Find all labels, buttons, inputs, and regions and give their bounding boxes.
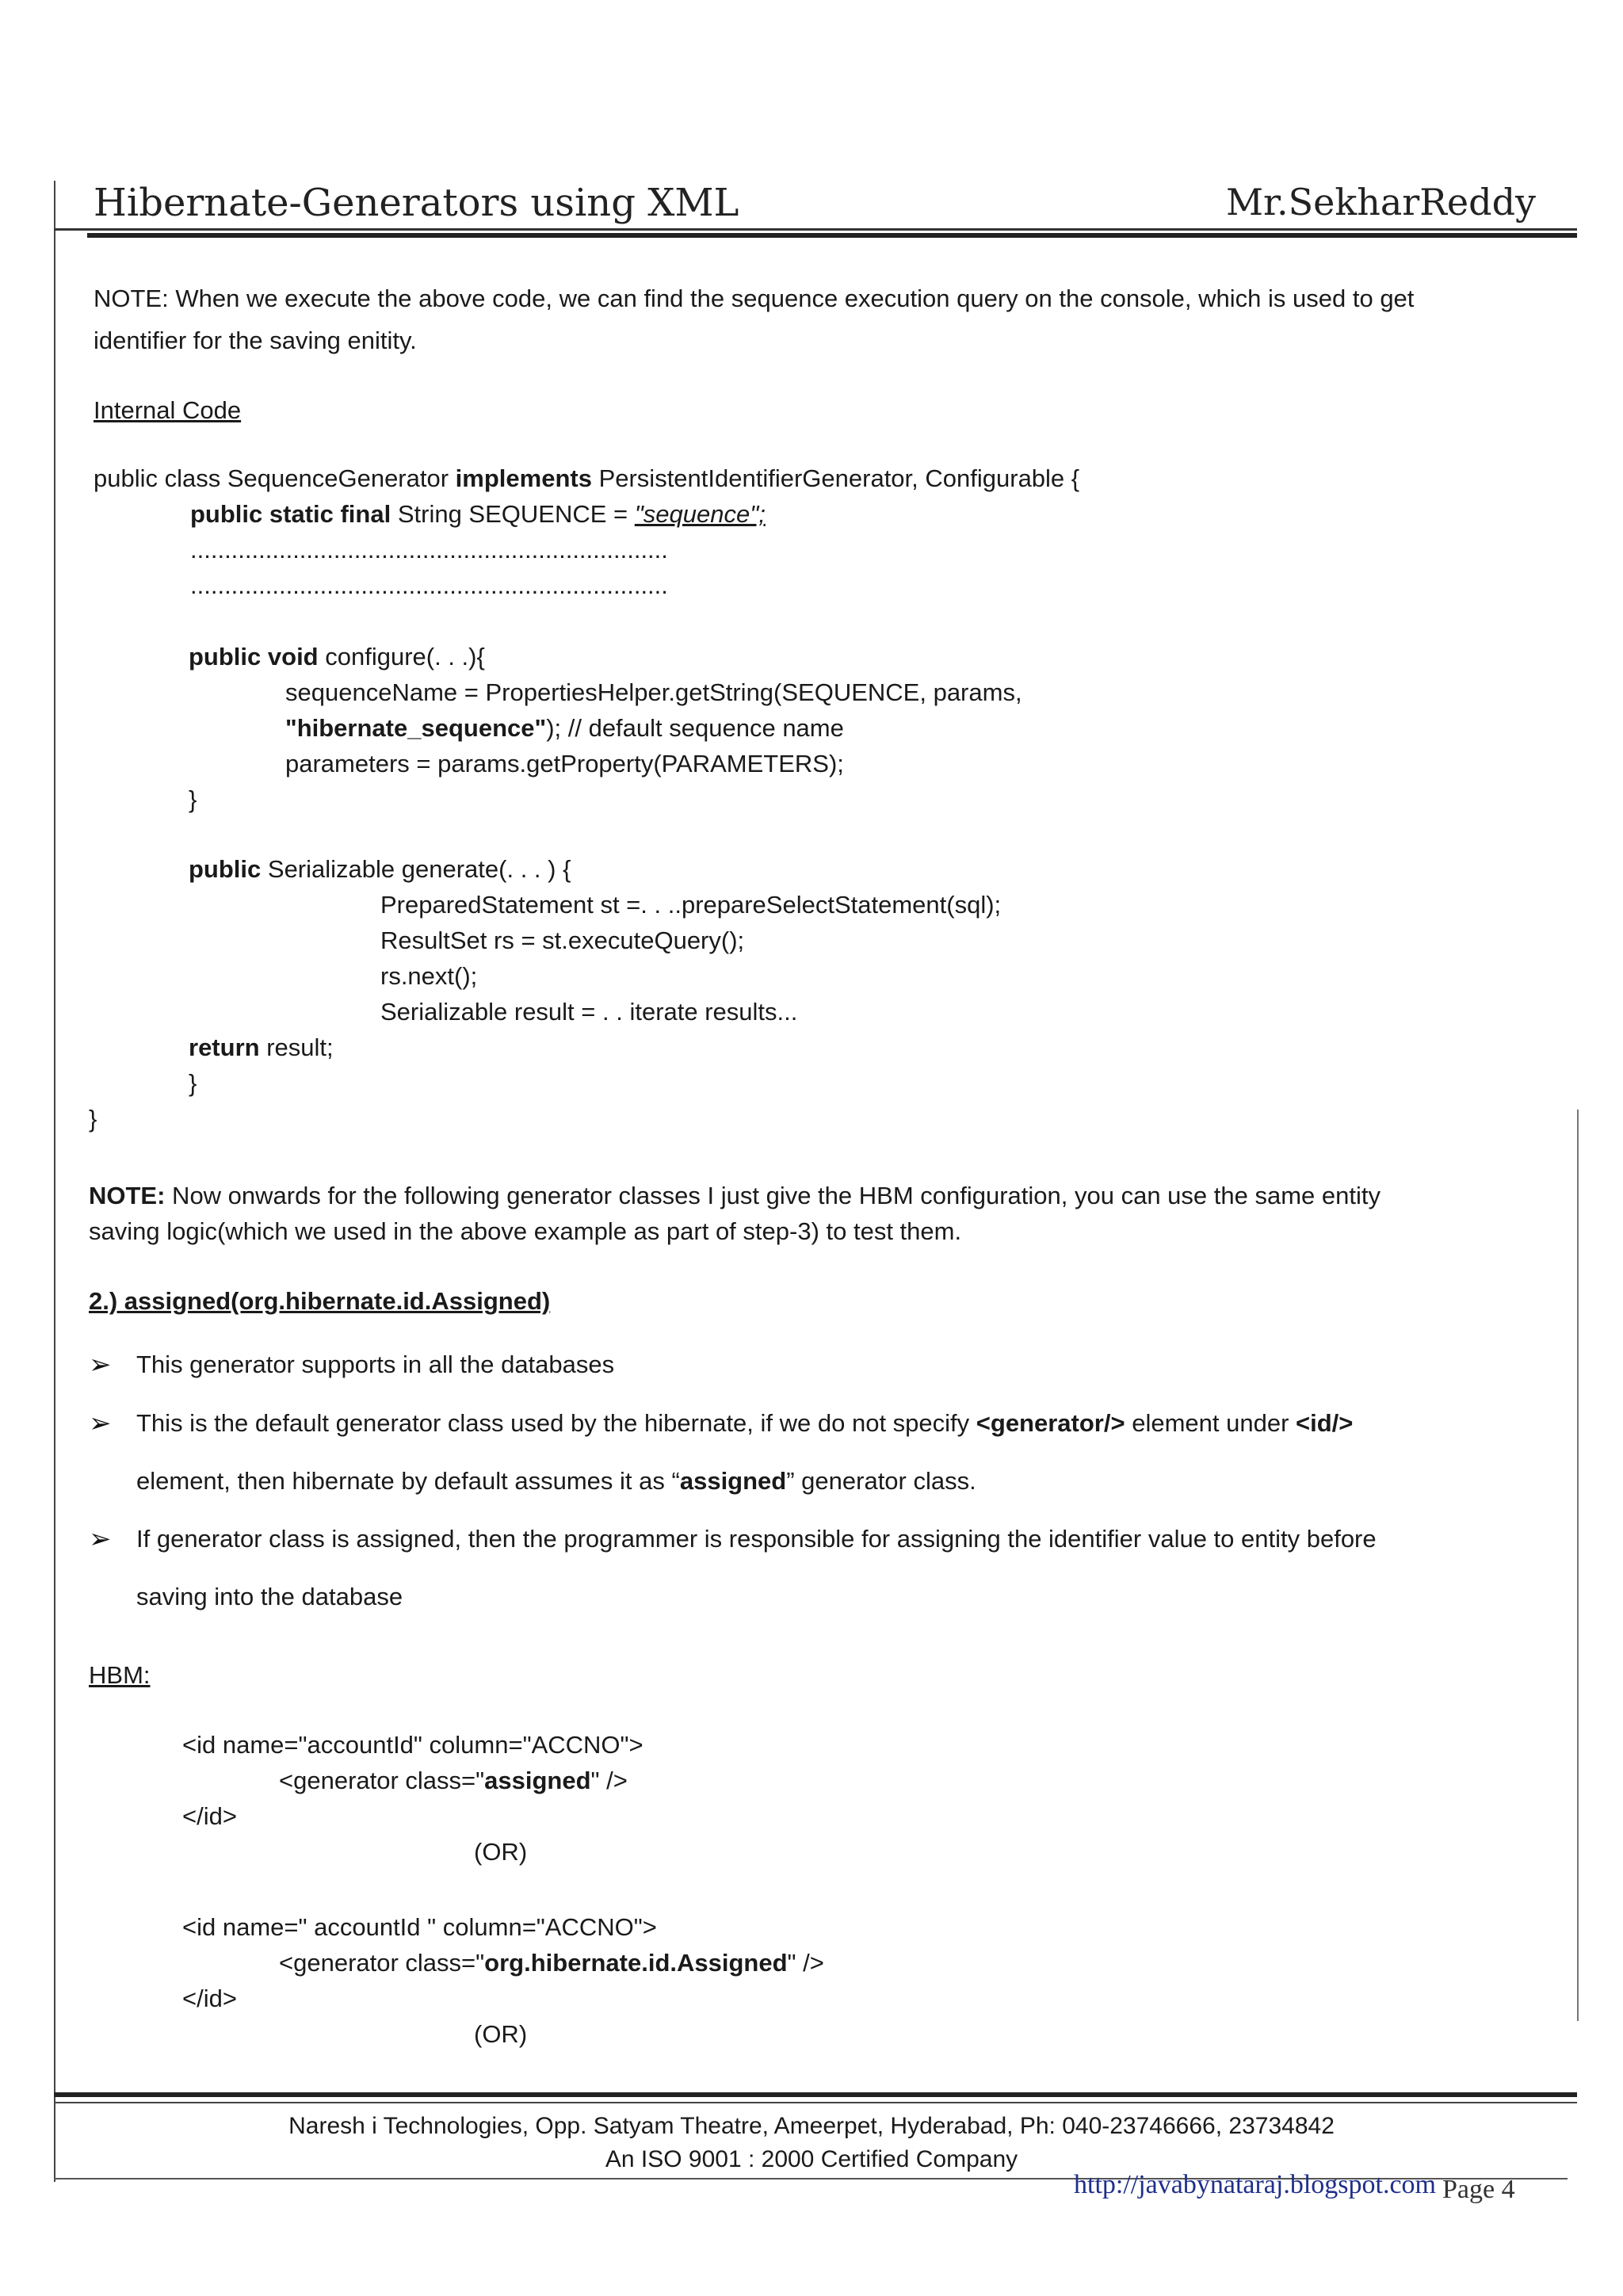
code-line (189, 640, 485, 674)
code-ellipsis: ...................................................................... (190, 536, 668, 563)
bullet-arrow-icon: ➢ (89, 1408, 112, 1438)
bullet-code: assigned (679, 1467, 787, 1495)
hbm-code-line (279, 1946, 824, 1981)
hbm-code-text: " /> (590, 1767, 628, 1794)
code-keyword: return (189, 1033, 260, 1061)
internal-code-heading: Internal Code (94, 396, 242, 424)
code-brace: } (89, 1105, 97, 1133)
hbm-code-text: <generator class=" (279, 1949, 485, 1977)
or-separator: (OR) (474, 2020, 528, 2048)
bullet-text-part: This is the default generator class used by the hibernate, if we do not specify (136, 1409, 976, 1437)
bullet-code: <generator/> (976, 1409, 1125, 1437)
hbm-code-line: <id name="accountId" column="ACCNO"> (182, 1731, 643, 1759)
code-line (189, 1030, 334, 1065)
hbm-code-line (279, 1763, 628, 1798)
page-number: Page 4 (1442, 2175, 1515, 2204)
bullet-text-part: element, then hibernate by default assumes it as “ (136, 1467, 680, 1495)
code-keyword: public void (189, 643, 319, 670)
code-line (285, 711, 844, 746)
code-keyword: public static final (190, 500, 391, 528)
note-text: Now onwards for the following generator classes I just give the HBM configuration, you can use the same entity (165, 1182, 1381, 1209)
code-text: result; (259, 1033, 334, 1061)
footer-rule (54, 2102, 1577, 2103)
note-text: : When we execute the above code, we can find the sequence execution query on the console, which is used to get (162, 285, 1415, 312)
hbm-heading: HBM: (89, 1661, 151, 1689)
code-text: ); // default sequence name (546, 714, 844, 742)
hbm-code-text: <generator class=" (279, 1767, 485, 1794)
code-line (94, 461, 1079, 496)
footer-company: Naresh i Technologies, Opp. Satyam Theatre, Ameerpet, Hyderabad, Ph: 040-23746666, 23734842 (288, 2113, 1335, 2139)
code-text: public class SequenceGenerator (94, 464, 456, 492)
code-line: ResultSet rs = st.executeQuery(); (380, 926, 745, 954)
note-paragraph (94, 281, 1414, 316)
code-string: "sequence"; (634, 500, 766, 528)
note-paragraph-line2: identifier for the saving enitity. (94, 327, 417, 354)
bullet-text-part: element under (1125, 1409, 1296, 1437)
code-brace: } (189, 785, 197, 813)
hbm-code-value: assigned (484, 1767, 591, 1794)
code-keyword: public (189, 855, 262, 883)
code-text: PersistentIdentifierGenerator, Configurable { (591, 464, 1080, 492)
code-text: Serializable generate(. . . ) { (261, 855, 571, 883)
code-line: sequenceName = PropertiesHelper.getString(SEQUENCE, params, (285, 678, 1022, 706)
bullet-code: <id/> (1296, 1409, 1354, 1437)
blog-url-link[interactable]: http://javabynataraj.blogspot.com (1074, 2170, 1437, 2199)
code-line: Serializable result = . . iterate results... (380, 998, 798, 1026)
bullet-arrow-icon: ➢ (89, 1524, 112, 1554)
bullet-text-line2: saving into the database (136, 1583, 403, 1610)
left-margin-rule (54, 181, 55, 2182)
code-line (189, 852, 571, 887)
code-line: rs.next(); (380, 962, 478, 990)
code-text: configure(. . .){ (318, 643, 485, 670)
note-paragraph-line2: saving logic(which we used in the above example as part of step-3) to test them. (89, 1217, 962, 1245)
bullet-text-line2 (136, 1464, 976, 1499)
code-brace: } (189, 1069, 197, 1097)
code-line: parameters = params.getProperty(PARAMETERS); (285, 750, 844, 777)
hbm-code-text: " /> (787, 1949, 824, 1977)
code-text: String SEQUENCE = (391, 500, 635, 528)
code-ellipsis: ...................................................................... (190, 571, 668, 599)
bullet-text: If generator class is assigned, then the programmer is responsible for assigning the identifier value to entity before (136, 1525, 1377, 1553)
bullet-text: This generator supports in all the databases (136, 1350, 615, 1378)
bullet-text-part: ” generator class. (786, 1467, 976, 1495)
header-rule (54, 228, 1577, 231)
hbm-code-line: </id> (182, 1985, 237, 2012)
header-title: Hibernate-Generators using XML (94, 181, 739, 225)
or-separator: (OR) (474, 1838, 528, 1866)
footer-certification: An ISO 9001 : 2000 Certified Company (605, 2146, 1018, 2172)
hbm-code-line: <id name=" accountId " column="ACCNO"> (182, 1913, 657, 1941)
header-rule-thick (87, 233, 1577, 238)
note-paragraph (89, 1179, 1381, 1213)
bullet-text (136, 1406, 1353, 1441)
right-margin-rule (1577, 1110, 1579, 2021)
code-string: "hibernate_sequence" (285, 714, 547, 742)
hbm-code-value: org.hibernate.id.Assigned (484, 1949, 788, 1977)
code-line: PreparedStatement st =. . ..prepareSelectStatement(sql); (380, 891, 1002, 919)
code-keyword: implements (455, 464, 592, 492)
bullet-arrow-icon: ➢ (89, 1350, 112, 1380)
note-label: NOTE: (89, 1182, 166, 1209)
code-line (190, 497, 766, 532)
hbm-code-line: </id> (182, 1802, 237, 1830)
footer-rule-thick (54, 2092, 1577, 2097)
section-heading: 2.) assigned(org.hibernate.id.Assigned) (89, 1287, 551, 1315)
header-author: Mr.SekharReddy (1225, 181, 1536, 223)
note-label: NOTE (94, 285, 162, 312)
